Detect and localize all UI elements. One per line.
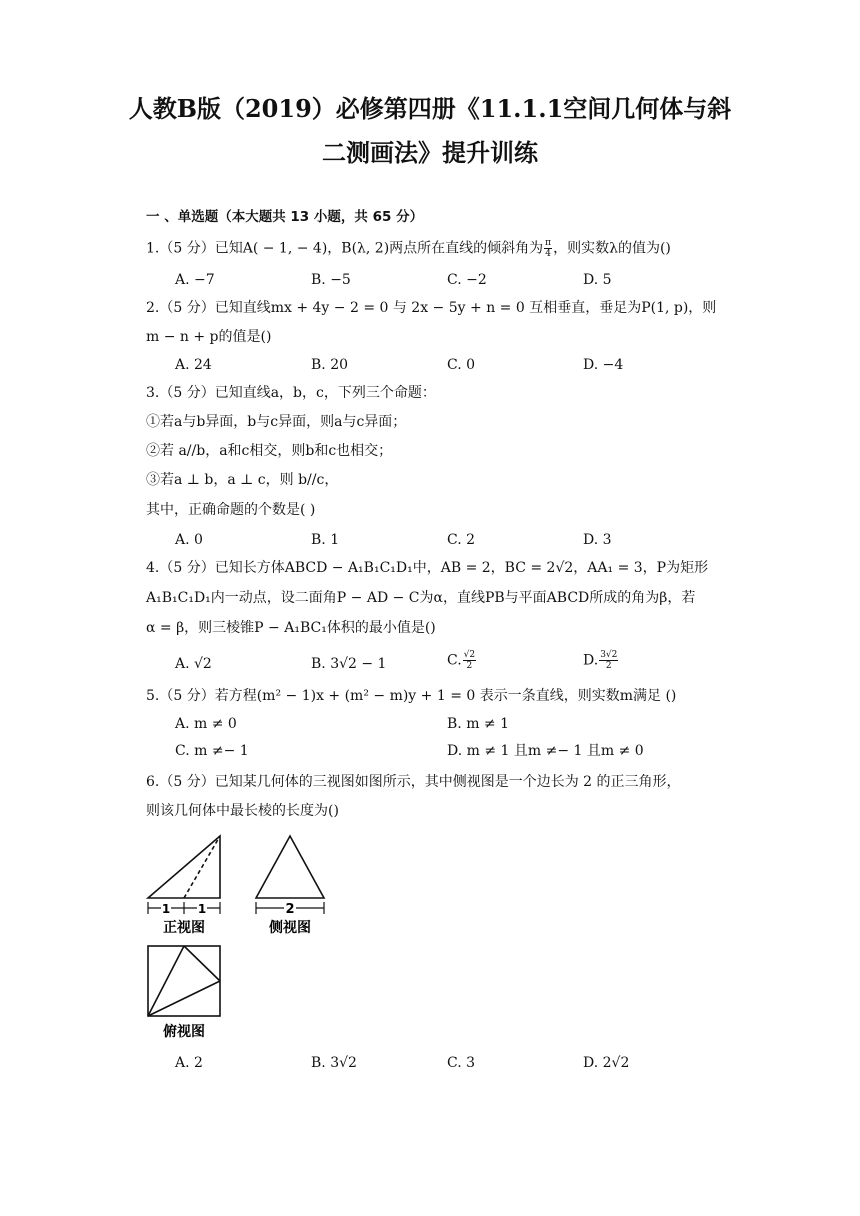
question-1-stem xyxy=(146,238,671,259)
question-6-line2: 则该几何体中最长棱的长度为() xyxy=(146,803,339,819)
three-view-figure xyxy=(144,828,344,1048)
q4-option-a[interactable]: A. √2 xyxy=(175,656,212,672)
question-3-line1: 3.（5 分）已知直线a，b，c，下列三个命题： xyxy=(146,385,436,401)
top-view-square xyxy=(148,946,220,1016)
fraction-numerator: √2 xyxy=(463,650,476,660)
q4-option-b[interactable]: B. 3√2 − 1 xyxy=(311,656,387,672)
side-dim-label: 2 xyxy=(285,902,295,917)
page-title-line1: 人教B版（2019）必修第四册《11.1.1空间几何体与斜 xyxy=(128,94,732,123)
q4-option-c[interactable] xyxy=(447,650,477,671)
q3-option-d[interactable]: D. 3 xyxy=(583,532,612,548)
front-view-hidden-edge xyxy=(184,836,220,898)
q1-option-b[interactable]: B. −5 xyxy=(311,272,351,288)
top-view-edge xyxy=(184,946,220,981)
question-6-line1: 6.（5 分）已知某几何体的三视图如图所示，其中侧视图是一个边长为 2 的正三角形， xyxy=(146,774,681,790)
front-view xyxy=(148,836,220,914)
q2-option-b[interactable]: B. 20 xyxy=(311,357,349,373)
front-dim-label-1: 1 xyxy=(161,902,171,916)
q5-option-c[interactable]: C. m ≠− 1 xyxy=(175,743,249,759)
pi-over-4-fraction xyxy=(544,238,552,259)
top-view-edge xyxy=(148,981,220,1016)
question-3-line3: ②若 a//b，a和c相交，则b和c也相交； xyxy=(146,443,393,459)
q5-option-d[interactable]: D. m ≠ 1 且m ≠− 1 且m ≠ 0 xyxy=(447,743,644,759)
q4-option-c-fraction xyxy=(463,650,476,671)
q6-option-c[interactable]: C. 3 xyxy=(447,1055,476,1071)
section-heading: 一 、单选题（本大题共 13 小题，共 65 分） xyxy=(146,209,424,225)
q1-option-d[interactable]: D. 5 xyxy=(583,272,612,288)
question-5-line1: 5.（5 分）若方程(m² − 1)x + (m² − m)y + 1 = 0 表示一条直线，则实数m满足 () xyxy=(146,688,677,704)
question-2-line2: m − n + p的值是() xyxy=(146,329,272,345)
q4-option-d-fraction xyxy=(599,650,618,671)
front-view-triangle xyxy=(148,836,220,898)
top-view-diagonal xyxy=(148,946,184,1016)
question-3-line4: ③若a ⊥ b，a ⊥ c，则 b//c， xyxy=(146,472,339,488)
q6-option-a[interactable]: A. 2 xyxy=(175,1055,203,1071)
fraction-denominator: 4 xyxy=(545,249,551,259)
q3-option-c[interactable]: C. 2 xyxy=(447,532,476,548)
front-view-label: 正视图 xyxy=(163,920,205,936)
q2-option-c[interactable]: C. 0 xyxy=(447,357,476,373)
q6-option-d[interactable]: D. 2√2 xyxy=(583,1055,630,1071)
q1-option-a[interactable]: A. −7 xyxy=(175,272,215,288)
fraction-denominator: 2 xyxy=(605,661,612,671)
question-4-line2: A₁B₁C₁D₁内一动点，设二面角P − AD − C为α，直线PB与平面ABCD所成的角为β，若 xyxy=(146,590,696,606)
question-3-line5: 其中，正确命题的个数是( ) xyxy=(146,502,316,518)
q4-option-c-prefix: C. xyxy=(447,652,462,669)
question-2-line1: 2.（5 分）已知直线mx + 4y − 2 = 0 与 2x − 5y + n = 0 互相垂直，垂足为P(1, p)，则 xyxy=(146,300,717,316)
q3-option-b[interactable]: B. 1 xyxy=(311,532,340,548)
front-dim-label-2: 1 xyxy=(197,902,207,916)
question-4-line1: 4.（5 分）已知长方体ABCD − A₁B₁C₁D₁中，AB = 2，BC = 2√2，AA₁ = 3，P为矩形 xyxy=(146,560,709,576)
q2-option-a[interactable]: A. 24 xyxy=(175,357,212,373)
top-view-label: 俯视图 xyxy=(163,1024,205,1040)
side-view-triangle xyxy=(256,836,324,898)
fraction-numerator: 3√2 xyxy=(600,650,618,660)
q5-option-b[interactable]: B. m ≠ 1 xyxy=(447,716,510,732)
side-view-label: 侧视图 xyxy=(269,920,311,936)
q1-option-c[interactable]: C. −2 xyxy=(447,272,487,288)
q4-option-d-prefix: D. xyxy=(583,652,599,669)
q5-option-a[interactable]: A. m ≠ 0 xyxy=(175,716,237,732)
top-view xyxy=(148,946,220,1016)
q2-option-d[interactable]: D. −4 xyxy=(583,357,624,373)
question-1-stem-b: ，则实数λ的值为() xyxy=(553,240,671,257)
fraction-denominator: 2 xyxy=(466,661,473,671)
page-title-line2: 二测画法》提升训练 xyxy=(322,138,538,167)
q3-option-a[interactable]: A. 0 xyxy=(175,532,203,548)
question-1-stem-a: 1.（5 分）已知A( − 1, − 4)，B(λ, 2)两点所在直线的倾斜角为 xyxy=(146,240,544,257)
fraction-numerator: π xyxy=(545,238,552,248)
q4-option-d[interactable] xyxy=(583,650,619,671)
q6-option-b[interactable]: B. 3√2 xyxy=(311,1055,357,1071)
question-4-line3: α = β，则三棱锥P − A₁BC₁体积的最小值是() xyxy=(146,620,436,636)
question-3-line2: ①若a与b异面，b与c异面，则a与c异面； xyxy=(146,414,407,430)
